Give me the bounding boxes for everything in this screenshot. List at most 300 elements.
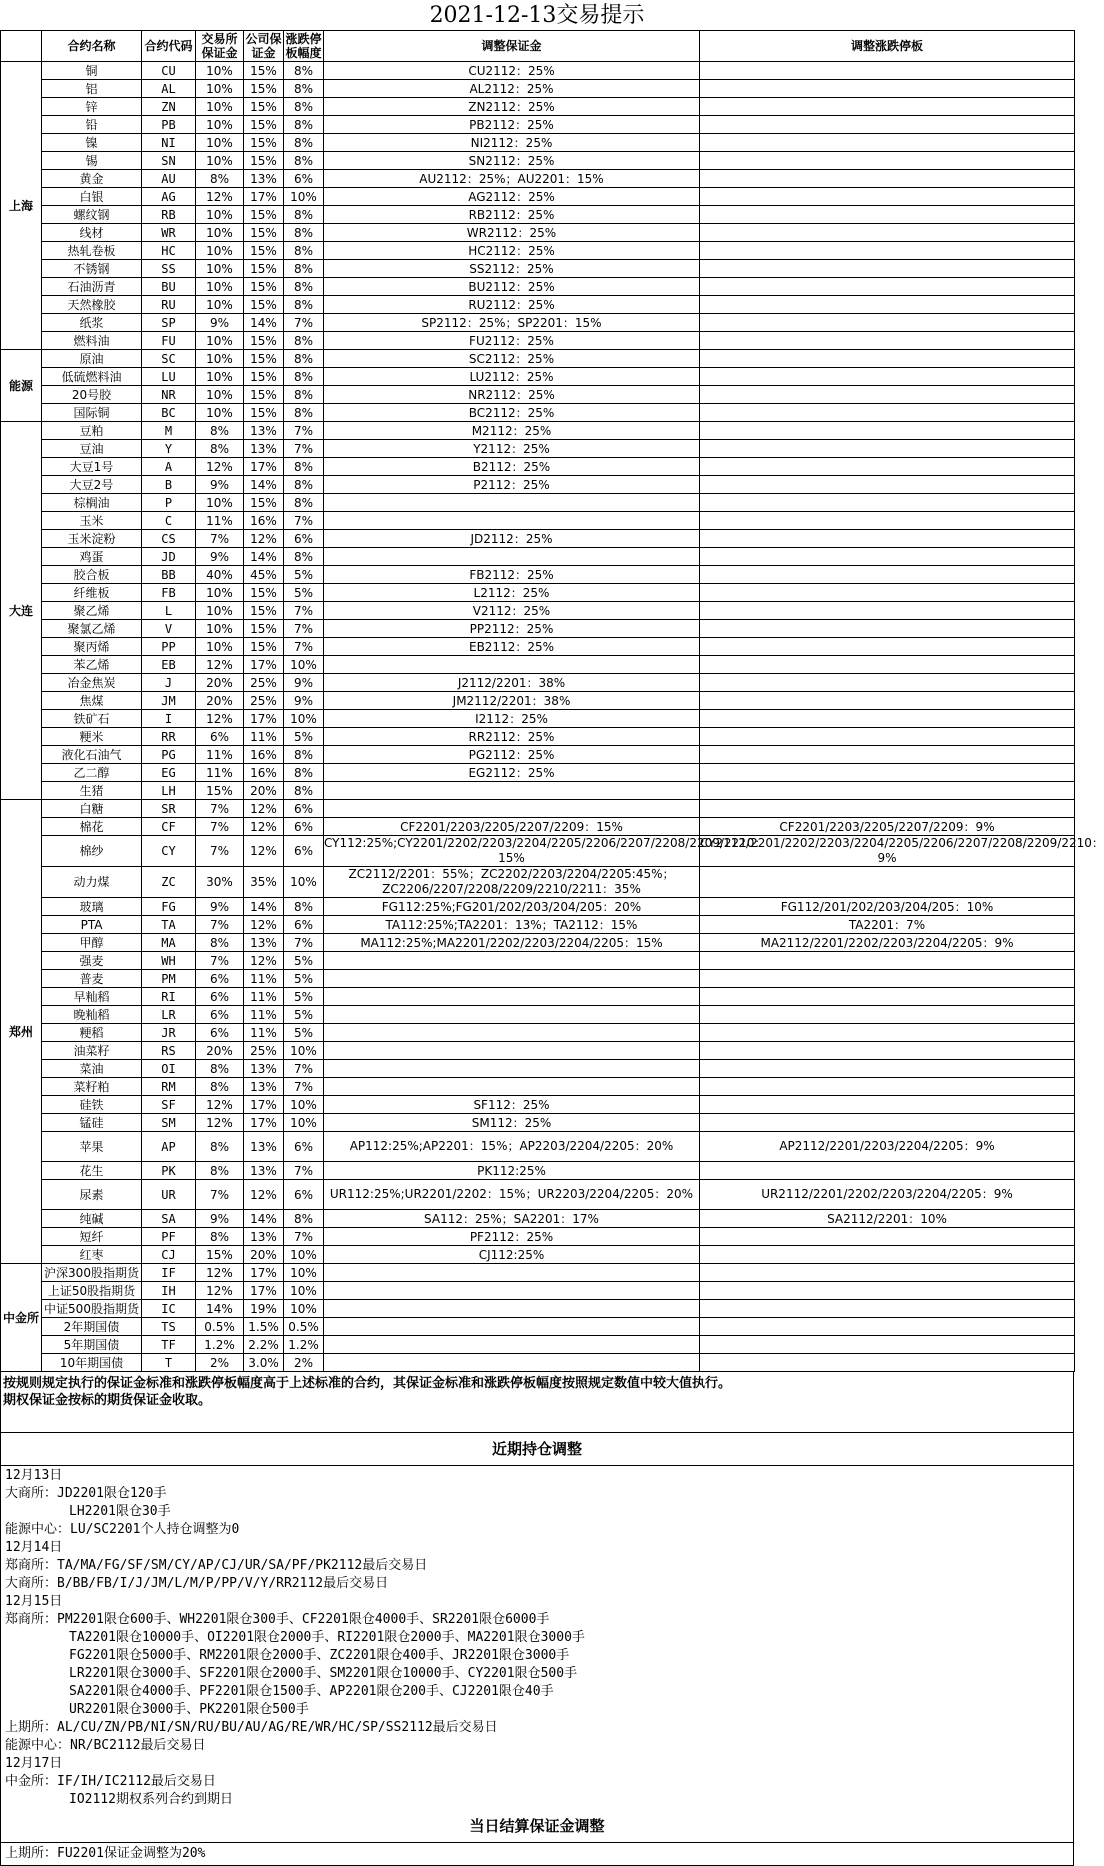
company-margin-cell: 15% bbox=[244, 386, 284, 404]
table-row bbox=[1, 1042, 1075, 1060]
limit-cell: 5% bbox=[284, 728, 324, 746]
contract-code-cell: LH bbox=[142, 782, 196, 800]
company-margin-cell: 15% bbox=[244, 134, 284, 152]
header-exchange bbox=[1, 31, 42, 62]
position-line: 上期所：AL/CU/ZN/PB/NI/SN/RU/BU/AU/AG/RE/WR/HC/SP/SS2112最后交易日 bbox=[5, 1720, 498, 1735]
position-line: LR2201限仓3000手、SF2201限仓2000手、SM2201限仓10000手、CY2201限仓500手 bbox=[69, 1666, 578, 1681]
company-margin-cell: 17% bbox=[244, 1264, 284, 1282]
adjust-limit-cell bbox=[700, 296, 1075, 314]
exchange-margin-cell: 7% bbox=[196, 1180, 244, 1210]
adjust-limit-cell bbox=[700, 988, 1075, 1006]
table-body bbox=[1, 62, 1104, 1372]
adjust-margin-cell: PB2112：25% bbox=[324, 116, 700, 134]
contract-code-cell: EB bbox=[142, 656, 196, 674]
contract-name-cell: 铅 bbox=[42, 116, 142, 134]
adjust-limit-cell bbox=[700, 638, 1075, 656]
contract-name-cell: 豆粕 bbox=[42, 422, 142, 440]
adjust-margin-cell: CU2112：25% bbox=[324, 62, 700, 80]
table-row bbox=[1, 494, 1075, 512]
adjust-limit-cell: SA2112/2201：10% bbox=[700, 1210, 1075, 1228]
limit-cell: 10% bbox=[284, 710, 324, 728]
contract-name-cell: 20号胶 bbox=[42, 386, 142, 404]
exchange-margin-cell: 9% bbox=[196, 548, 244, 566]
limit-cell: 8% bbox=[284, 332, 324, 350]
limit-cell: 10% bbox=[284, 1246, 324, 1264]
limit-cell: 8% bbox=[284, 278, 324, 296]
adjust-limit-cell bbox=[700, 170, 1075, 188]
adjust-margin-cell: PF2112：25% bbox=[324, 1228, 700, 1246]
contract-code-cell: AG bbox=[142, 188, 196, 206]
company-margin-cell: 45% bbox=[244, 566, 284, 584]
exchange-margin-cell: 9% bbox=[196, 314, 244, 332]
company-margin-cell: 14% bbox=[244, 314, 284, 332]
table-row bbox=[1, 1282, 1075, 1300]
limit-cell: 5% bbox=[284, 584, 324, 602]
contract-name-cell: 5年期国债 bbox=[42, 1336, 142, 1354]
company-margin-cell: 14% bbox=[244, 548, 284, 566]
adjust-limit-cell bbox=[700, 440, 1075, 458]
exchange-margin-cell: 10% bbox=[196, 224, 244, 242]
limit-cell: 6% bbox=[284, 836, 324, 867]
exchange-margin-cell: 6% bbox=[196, 988, 244, 1006]
contract-name-cell: 热轧卷板 bbox=[42, 242, 142, 260]
adjust-margin-cell: SP2112：25%；SP2201：15% bbox=[324, 314, 700, 332]
adjust-limit-cell: CF2201/2203/2205/2207/2209：9% bbox=[700, 818, 1075, 836]
adjust-limit-cell bbox=[700, 548, 1075, 566]
exchange-margin-cell: 6% bbox=[196, 970, 244, 988]
exchange-margin-cell: 6% bbox=[196, 1006, 244, 1024]
limit-cell: 8% bbox=[284, 152, 324, 170]
contract-code-cell: CU bbox=[142, 62, 196, 80]
adjust-margin-cell bbox=[324, 1300, 700, 1318]
limit-cell: 8% bbox=[284, 260, 324, 278]
limit-cell: 9% bbox=[284, 692, 324, 710]
contract-name-cell: 纸浆 bbox=[42, 314, 142, 332]
adjust-limit-cell bbox=[700, 116, 1075, 134]
company-margin-cell: 13% bbox=[244, 1060, 284, 1078]
contract-code-cell: MA bbox=[142, 934, 196, 952]
table-row bbox=[1, 952, 1075, 970]
contract-name-cell: 花生 bbox=[42, 1162, 142, 1180]
header-adjust-margin: 调整保证金 bbox=[324, 31, 700, 62]
adjust-limit-cell bbox=[700, 1318, 1075, 1336]
limit-cell: 8% bbox=[284, 746, 324, 764]
contract-name-cell: 玻璃 bbox=[42, 898, 142, 916]
adjust-margin-cell: BU2112：25% bbox=[324, 278, 700, 296]
settle-line: 上期所：FU2201保证金调整为20% bbox=[0, 1843, 1074, 1866]
table-row bbox=[1, 1114, 1075, 1132]
contract-code-cell: M bbox=[142, 422, 196, 440]
adjust-margin-cell: UR112:25%;UR2201/2202：15%；UR2203/2204/2205：20% bbox=[324, 1180, 700, 1210]
adjust-limit-cell bbox=[700, 314, 1075, 332]
contract-name-cell: 铁矿石 bbox=[42, 710, 142, 728]
company-margin-cell: 17% bbox=[244, 188, 284, 206]
contract-code-cell: BU bbox=[142, 278, 196, 296]
company-margin-cell: 15% bbox=[244, 620, 284, 638]
settle-section-title: 当日结算保证金调整 bbox=[0, 1810, 1074, 1843]
exchange-margin-cell: 10% bbox=[196, 620, 244, 638]
contract-name-cell: 棉纱 bbox=[42, 836, 142, 867]
adjust-margin-cell: FB2112：25% bbox=[324, 566, 700, 584]
adjust-limit-cell bbox=[700, 350, 1075, 368]
company-margin-cell: 20% bbox=[244, 782, 284, 800]
exchange-margin-cell: 10% bbox=[196, 602, 244, 620]
exchange-margin-cell: 8% bbox=[196, 170, 244, 188]
limit-cell: 8% bbox=[284, 458, 324, 476]
adjust-limit-cell bbox=[700, 260, 1075, 278]
adjust-margin-cell: P2112：25% bbox=[324, 476, 700, 494]
contract-code-cell: LU bbox=[142, 368, 196, 386]
company-margin-cell: 15% bbox=[244, 242, 284, 260]
contract-code-cell: BC bbox=[142, 404, 196, 422]
adjust-limit-cell: UR2112/2201/2202/2203/2204/2205：9% bbox=[700, 1180, 1075, 1210]
table-row bbox=[1, 62, 1075, 80]
adjust-margin-cell: CY112:25%;CY2201/2202/2203/2204/2205/2206/2207/2208/2209/2210：15% bbox=[324, 836, 767, 865]
exchange-margin-cell: 10% bbox=[196, 296, 244, 314]
adjust-margin-cell: EB2112：25% bbox=[324, 638, 700, 656]
company-margin-cell: 15% bbox=[244, 332, 284, 350]
table-row bbox=[1, 1264, 1075, 1282]
limit-cell: 8% bbox=[284, 386, 324, 404]
adjust-margin-cell: BC2112：25% bbox=[324, 404, 700, 422]
table-row bbox=[1, 1096, 1075, 1114]
contract-name-cell: 胶合板 bbox=[42, 566, 142, 584]
limit-cell: 2% bbox=[284, 1354, 324, 1372]
contract-code-cell: BB bbox=[142, 566, 196, 584]
table-row bbox=[1, 818, 1075, 836]
exchange-margin-cell: 10% bbox=[196, 332, 244, 350]
company-margin-cell: 15% bbox=[244, 602, 284, 620]
exchange-margin-cell: 10% bbox=[196, 278, 244, 296]
adjust-limit-cell bbox=[700, 476, 1075, 494]
adjust-margin-cell bbox=[324, 1318, 700, 1336]
header-code: 合约代码 bbox=[142, 31, 196, 62]
company-margin-cell: 14% bbox=[244, 476, 284, 494]
contract-code-cell: TA bbox=[142, 916, 196, 934]
limit-cell: 6% bbox=[284, 170, 324, 188]
contract-name-cell: 菜油 bbox=[42, 1060, 142, 1078]
contract-name-cell: 2年期国债 bbox=[42, 1318, 142, 1336]
table-row bbox=[1, 458, 1075, 476]
rule-note bbox=[0, 1372, 1074, 1433]
adjust-limit-cell bbox=[700, 867, 1075, 898]
limit-cell: 8% bbox=[284, 224, 324, 242]
adjust-limit-cell bbox=[700, 206, 1075, 224]
adjust-margin-cell bbox=[324, 988, 700, 1006]
adjust-margin-cell: NI2112：25% bbox=[324, 134, 700, 152]
exchange-margin-cell: 12% bbox=[196, 1282, 244, 1300]
adjust-margin-cell: B2112：25% bbox=[324, 458, 700, 476]
company-margin-cell: 16% bbox=[244, 512, 284, 530]
adjust-margin-cell: MA112:25%;MA2201/2202/2203/2204/2205：15% bbox=[324, 934, 700, 952]
company-margin-cell: 15% bbox=[244, 494, 284, 512]
exchange-margin-cell: 10% bbox=[196, 80, 244, 98]
limit-cell: 10% bbox=[284, 1096, 324, 1114]
table-row bbox=[1, 332, 1075, 350]
table-row bbox=[1, 98, 1075, 116]
adjust-margin-cell: JM2112/2201：38% bbox=[324, 692, 700, 710]
table-row bbox=[1, 206, 1075, 224]
adjust-margin-cell bbox=[324, 1336, 700, 1354]
exchange-margin-cell: 11% bbox=[196, 764, 244, 782]
adjust-margin-cell: RR2112：25% bbox=[324, 728, 700, 746]
position-line: 郑商所：TA/MA/FG/SF/SM/CY/AP/CJ/UR/SA/PF/PK2112最后交易日 bbox=[5, 1558, 428, 1573]
contract-name-cell: 焦煤 bbox=[42, 692, 142, 710]
table-row bbox=[1, 1354, 1075, 1372]
adjust-margin-cell: AU2112：25%；AU2201：15% bbox=[324, 170, 700, 188]
table-row bbox=[1, 476, 1075, 494]
exchange-margin-cell: 9% bbox=[196, 1210, 244, 1228]
contract-name-cell: 鸡蛋 bbox=[42, 548, 142, 566]
table-row bbox=[1, 988, 1075, 1006]
company-margin-cell: 19% bbox=[244, 1300, 284, 1318]
limit-cell: 8% bbox=[284, 494, 324, 512]
adjust-margin-cell: Y2112：25% bbox=[324, 440, 700, 458]
limit-cell: 7% bbox=[284, 638, 324, 656]
limit-cell: 5% bbox=[284, 1024, 324, 1042]
contract-name-cell: 上证50股指期货 bbox=[42, 1282, 142, 1300]
table-row bbox=[1, 386, 1075, 404]
contract-code-cell: SR bbox=[142, 800, 196, 818]
adjust-limit-cell bbox=[700, 764, 1075, 782]
table-row bbox=[1, 800, 1075, 818]
contract-name-cell: 液化石油气 bbox=[42, 746, 142, 764]
adjust-margin-cell: SM112：25% bbox=[324, 1114, 700, 1132]
contract-name-cell: 棕榈油 bbox=[42, 494, 142, 512]
table-row bbox=[1, 970, 1075, 988]
limit-cell: 8% bbox=[284, 350, 324, 368]
contract-code-cell: SP bbox=[142, 314, 196, 332]
exchange-cell: 大连 bbox=[1, 422, 42, 800]
contract-name-cell: 玉米 bbox=[42, 512, 142, 530]
table-row bbox=[1, 1006, 1075, 1024]
exchange-margin-cell: 7% bbox=[196, 818, 244, 836]
adjust-limit-cell bbox=[700, 1114, 1075, 1132]
adjust-limit-cell bbox=[700, 710, 1075, 728]
limit-cell: 8% bbox=[284, 98, 324, 116]
contract-name-cell: 硅铁 bbox=[42, 1096, 142, 1114]
contract-code-cell: PG bbox=[142, 746, 196, 764]
company-margin-cell: 11% bbox=[244, 1024, 284, 1042]
table-row bbox=[1, 314, 1075, 332]
contract-code-cell: WH bbox=[142, 952, 196, 970]
table-row bbox=[1, 224, 1075, 242]
contract-code-cell: V bbox=[142, 620, 196, 638]
contract-code-cell: Y bbox=[142, 440, 196, 458]
company-margin-cell: 15% bbox=[244, 350, 284, 368]
table-row bbox=[1, 1078, 1075, 1096]
adjust-limit-cell bbox=[700, 332, 1075, 350]
table-row bbox=[1, 512, 1075, 530]
company-margin-cell: 25% bbox=[244, 674, 284, 692]
company-margin-cell: 15% bbox=[244, 584, 284, 602]
table-row bbox=[1, 764, 1075, 782]
adjust-margin-cell: SF112：25% bbox=[324, 1096, 700, 1114]
adjust-limit-cell bbox=[700, 1282, 1075, 1300]
contract-code-cell: CJ bbox=[142, 1246, 196, 1264]
header-name: 合约名称 bbox=[42, 31, 142, 62]
exchange-margin-cell: 10% bbox=[196, 350, 244, 368]
rule-note-line-1: 按规则规定执行的保证金标准和涨跌停板幅度高于上述标准的合约，其保证金标准和涨跌停板幅度按照规定数值中较大值执行。 bbox=[3, 1376, 732, 1391]
contract-name-cell: 10年期国债 bbox=[42, 1354, 142, 1372]
adjust-margin-cell: M2112：25% bbox=[324, 422, 700, 440]
exchange-margin-cell: 9% bbox=[196, 476, 244, 494]
limit-cell: 8% bbox=[284, 898, 324, 916]
table-row bbox=[1, 368, 1075, 386]
contract-code-cell: JR bbox=[142, 1024, 196, 1042]
exchange-margin-cell: 8% bbox=[196, 1162, 244, 1180]
limit-cell: 1.2% bbox=[284, 1336, 324, 1354]
contract-code-cell: FB bbox=[142, 584, 196, 602]
contract-code-cell: UR bbox=[142, 1180, 196, 1210]
table-row bbox=[1, 1336, 1075, 1354]
contract-code-cell: SC bbox=[142, 350, 196, 368]
adjust-margin-cell: FU2112：25% bbox=[324, 332, 700, 350]
company-margin-cell: 16% bbox=[244, 764, 284, 782]
contract-code-cell: RS bbox=[142, 1042, 196, 1060]
contract-name-cell: 豆油 bbox=[42, 440, 142, 458]
contract-name-cell: 白糖 bbox=[42, 800, 142, 818]
exchange-cell: 上海 bbox=[1, 62, 42, 350]
contract-name-cell: 聚丙烯 bbox=[42, 638, 142, 656]
position-line: 12月17日 bbox=[5, 1756, 63, 1771]
exchange-margin-cell: 11% bbox=[196, 512, 244, 530]
table-row bbox=[1, 152, 1075, 170]
contract-name-cell: 沪深300股指期货 bbox=[42, 1264, 142, 1282]
limit-cell: 8% bbox=[284, 782, 324, 800]
contract-code-cell: PB bbox=[142, 116, 196, 134]
position-line: TA2201限仓10000手、OI2201限仓2000手、RI2201限仓2000手、MA2201限仓3000手 bbox=[69, 1630, 585, 1645]
contract-name-cell: 苹果 bbox=[42, 1132, 142, 1162]
adjust-margin-cell: I2112：25% bbox=[324, 710, 700, 728]
contract-name-cell: 玉米淀粉 bbox=[42, 530, 142, 548]
company-margin-cell: 14% bbox=[244, 898, 284, 916]
company-margin-cell: 15% bbox=[244, 206, 284, 224]
adjust-limit-cell bbox=[700, 728, 1075, 746]
position-line: 郑商所：PM2201限仓600手、WH2201限仓300手、CF2201限仓4000手、SR2201限仓6000手 bbox=[5, 1612, 550, 1627]
company-margin-cell: 17% bbox=[244, 710, 284, 728]
contract-code-cell: T bbox=[142, 1354, 196, 1372]
exchange-margin-cell: 7% bbox=[196, 952, 244, 970]
adjust-margin-cell bbox=[324, 512, 700, 530]
company-margin-cell: 25% bbox=[244, 692, 284, 710]
company-margin-cell: 13% bbox=[244, 1162, 284, 1180]
position-section-title: 近期持仓调整 bbox=[0, 1433, 1074, 1466]
adjust-limit-cell bbox=[700, 1006, 1075, 1024]
adjust-limit-cell bbox=[700, 800, 1075, 818]
exchange-margin-cell: 12% bbox=[196, 188, 244, 206]
limit-cell: 10% bbox=[284, 1282, 324, 1300]
adjust-margin-cell bbox=[324, 1042, 700, 1060]
company-margin-cell: 25% bbox=[244, 1042, 284, 1060]
company-margin-cell: 12% bbox=[244, 530, 284, 548]
contract-code-cell: JM bbox=[142, 692, 196, 710]
adjust-limit-cell bbox=[700, 188, 1075, 206]
adjust-margin-cell: RU2112：25% bbox=[324, 296, 700, 314]
rule-note-line-2: 期权保证金按标的期货保证金收取。 bbox=[3, 1393, 212, 1408]
exchange-margin-cell: 12% bbox=[196, 656, 244, 674]
company-margin-cell: 17% bbox=[244, 1282, 284, 1300]
company-margin-cell: 12% bbox=[244, 800, 284, 818]
adjust-limit-cell bbox=[700, 512, 1075, 530]
table-row bbox=[1, 934, 1075, 952]
company-margin-cell: 11% bbox=[244, 988, 284, 1006]
table-row bbox=[1, 1180, 1075, 1210]
adjust-margin-cell: ZC2112/2201：55%；ZC2202/2203/2204/2205:45%；ZC2206/2207/2208/2209/2210/2211：35% bbox=[324, 867, 700, 898]
exchange-margin-cell: 20% bbox=[196, 674, 244, 692]
company-margin-cell: 15% bbox=[244, 80, 284, 98]
exchange-cell: 能源 bbox=[1, 350, 42, 422]
table-row bbox=[1, 242, 1075, 260]
limit-cell: 8% bbox=[284, 116, 324, 134]
adjust-margin-cell: AP112:25%;AP2201：15%；AP2203/2204/2205：20% bbox=[324, 1132, 700, 1162]
limit-cell: 8% bbox=[284, 368, 324, 386]
adjust-margin-cell bbox=[324, 1354, 700, 1372]
adjust-limit-cell bbox=[700, 80, 1075, 98]
adjust-margin-cell bbox=[324, 1264, 700, 1282]
table-row bbox=[1, 1162, 1075, 1180]
company-margin-cell: 13% bbox=[244, 1078, 284, 1096]
position-line: FG2201限仓5000手、RM2201限仓2000手、ZC2201限仓400手、JR2201限仓3000手 bbox=[69, 1648, 570, 1663]
contract-code-cell: PP bbox=[142, 638, 196, 656]
adjust-limit-cell: AP2112/2201/2203/2204/2205：9% bbox=[700, 1132, 1075, 1162]
company-margin-cell: 15% bbox=[244, 224, 284, 242]
company-margin-cell: 35% bbox=[244, 867, 284, 898]
table-row bbox=[1, 350, 1075, 368]
table-row bbox=[1, 867, 1075, 898]
adjust-margin-cell: SS2112：25% bbox=[324, 260, 700, 278]
company-margin-cell: 13% bbox=[244, 1132, 284, 1162]
exchange-margin-cell: 10% bbox=[196, 386, 244, 404]
contract-code-cell: TF bbox=[142, 1336, 196, 1354]
contract-name-cell: 甲醇 bbox=[42, 934, 142, 952]
adjust-margin-cell: SA112：25%；SA2201：17% bbox=[324, 1210, 700, 1228]
adjust-limit-cell bbox=[700, 1354, 1075, 1372]
contract-name-cell: 聚乙烯 bbox=[42, 602, 142, 620]
company-margin-cell: 12% bbox=[244, 818, 284, 836]
adjust-margin-cell bbox=[324, 800, 700, 818]
adjust-limit-cell bbox=[700, 278, 1075, 296]
exchange-margin-cell: 2% bbox=[196, 1354, 244, 1372]
contract-name-cell: 锡 bbox=[42, 152, 142, 170]
position-line: 12月14日 bbox=[5, 1540, 63, 1555]
limit-cell: 8% bbox=[284, 242, 324, 260]
adjust-margin-cell: V2112：25% bbox=[324, 602, 700, 620]
contract-name-cell: 油菜籽 bbox=[42, 1042, 142, 1060]
contract-code-cell: AL bbox=[142, 80, 196, 98]
adjust-limit-cell bbox=[700, 746, 1075, 764]
contract-code-cell: EG bbox=[142, 764, 196, 782]
limit-cell: 8% bbox=[284, 1210, 324, 1228]
contract-code-cell: AP bbox=[142, 1132, 196, 1162]
adjust-limit-cell bbox=[700, 368, 1075, 386]
adjust-limit-cell bbox=[700, 1264, 1075, 1282]
adjust-margin-cell: PK112:25% bbox=[324, 1162, 700, 1180]
contract-code-cell: B bbox=[142, 476, 196, 494]
exchange-margin-cell: 8% bbox=[196, 1060, 244, 1078]
table-row bbox=[1, 530, 1075, 548]
adjust-margin-cell bbox=[324, 1060, 700, 1078]
limit-cell: 10% bbox=[284, 1300, 324, 1318]
company-margin-cell: 13% bbox=[244, 1228, 284, 1246]
header-company-margin: 公司保证金 bbox=[245, 32, 282, 60]
limit-cell: 7% bbox=[284, 422, 324, 440]
exchange-margin-cell: 10% bbox=[196, 260, 244, 278]
limit-cell: 7% bbox=[284, 1078, 324, 1096]
contract-code-cell: CS bbox=[142, 530, 196, 548]
adjust-margin-cell: PG2112：25% bbox=[324, 746, 700, 764]
adjust-margin-cell: EG2112：25% bbox=[324, 764, 700, 782]
